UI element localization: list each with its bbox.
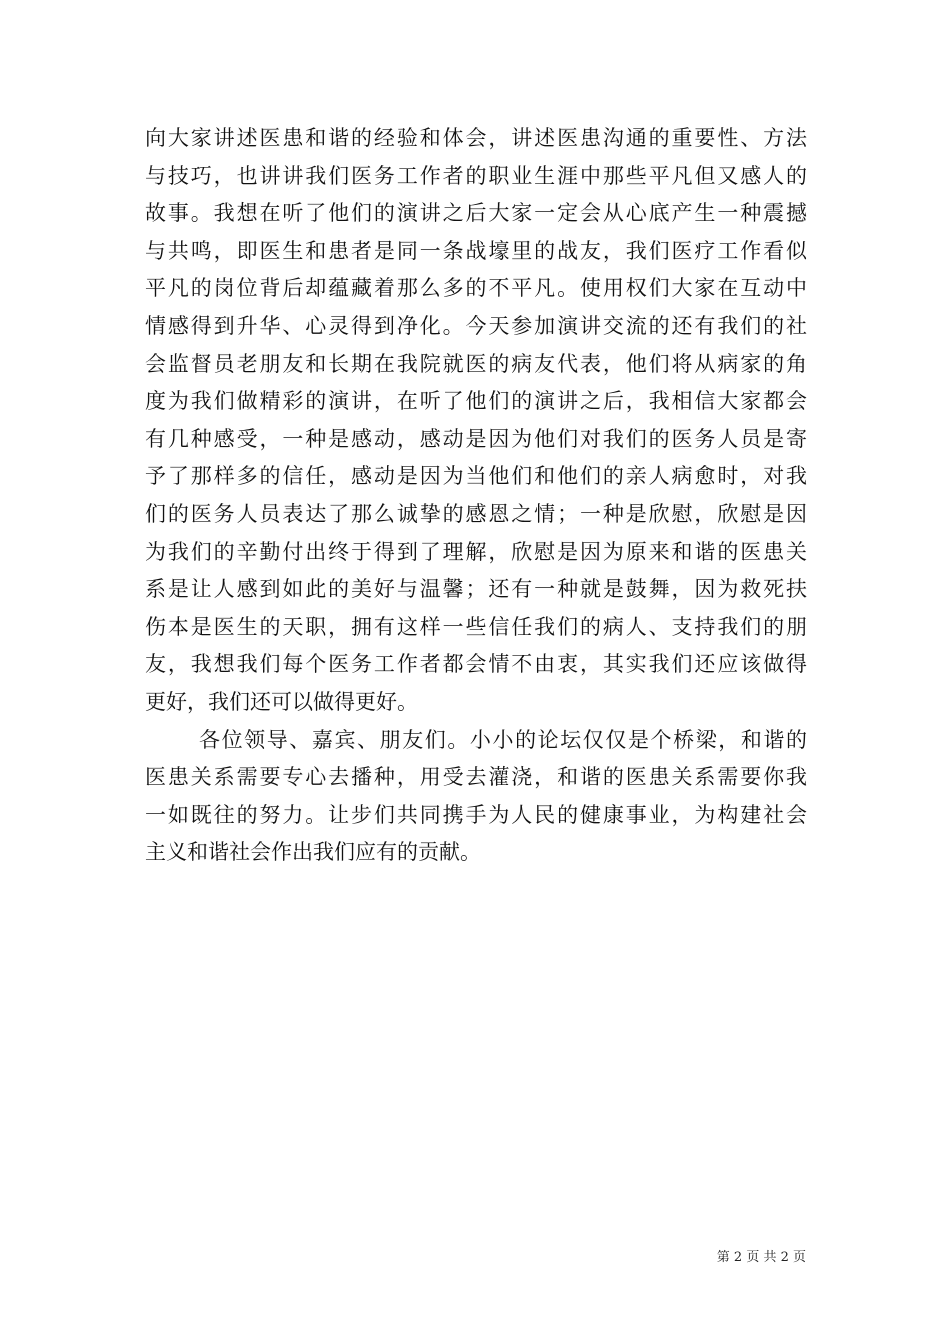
paragraph-1-line-12: 为我们的辛勤付出终于得到了理解，欣慰是因为原来和谐的医患关 [145, 539, 807, 564]
paragraph-1-line-11: 们的医务人员表达了那么诚挚的感恩之情；一种是欣慰，欣慰是因 [145, 501, 807, 526]
paragraph-1-line-5: 平凡的岗位背后却蕴藏着那么多的不平凡。使用权们大家在互动中 [145, 276, 807, 301]
paragraph-1-line-1: 向大家讲述医患和谐的经验和体会，讲述医患沟通的重要性、方法 [145, 126, 807, 150]
paragraph-1-line-3: 故事。我想在听了他们的演讲之后大家一定会从心底产生一种震撼 [145, 201, 807, 226]
paragraph-1-line-2: 与技巧，也讲讲我们医务工作者的职业生涯中那些平凡但又感人的 [145, 163, 807, 188]
paragraph-1-line-8: 度为我们做精彩的演讲，在听了他们的演讲之后，我相信大家都会 [145, 389, 807, 414]
paragraph-1-line-9: 有几种感受，一种是感动，感动是因为他们对我们的医务人员是寄 [145, 426, 807, 451]
paragraph-2-line-1: 各位领导、嘉宾、朋友们。小小的论坛仅仅是个桥梁，和谐的 [199, 727, 807, 752]
paragraph-2-line-2: 医患关系需要专心去播种，用受去灌浇，和谐的医患关系需要你我 [145, 765, 807, 790]
page-number-footer: 第 2 页 共 2 页 [716, 1250, 806, 1265]
paragraph-1-line-6: 情感得到升华、心灵得到净化。今天参加演讲交流的还有我们的社 [145, 313, 807, 338]
paragraph-1-line-14: 伤本是医生的天职，拥有这样一些信任我们的病人、支持我们的朋 [145, 614, 807, 639]
paragraph-1-line-15: 友，我想我们每个医务工作者都会情不由衷，其实我们还应该做得 [145, 652, 807, 677]
paragraph-2-line-3: 一如既往的努力。让步们共同携手为人民的健康事业，为构建社会 [145, 802, 807, 827]
paragraph-1-line-16: 更好，我们还可以做得更好。 [145, 689, 418, 714]
document-body [145, 120, 807, 872]
paragraph-1-line-7: 会监督员老朋友和长期在我院就医的病友代表，他们将从病家的角 [145, 351, 807, 376]
paragraph-2-line-4: 主义和谐社会作出我们应有的贡献。 [145, 840, 481, 865]
paragraph-1-line-4: 与共鸣，即医生和患者是同一条战壕里的战友，我们医疗工作看似 [145, 238, 807, 263]
paragraph-1-line-13: 系是让人感到如此的美好与温馨；还有一种就是鼓舞，因为救死扶 [145, 577, 807, 602]
paragraph-1-line-10: 予了那样多的信任，感动是因为当他们和他们的亲人病愈时，对我 [145, 464, 807, 489]
